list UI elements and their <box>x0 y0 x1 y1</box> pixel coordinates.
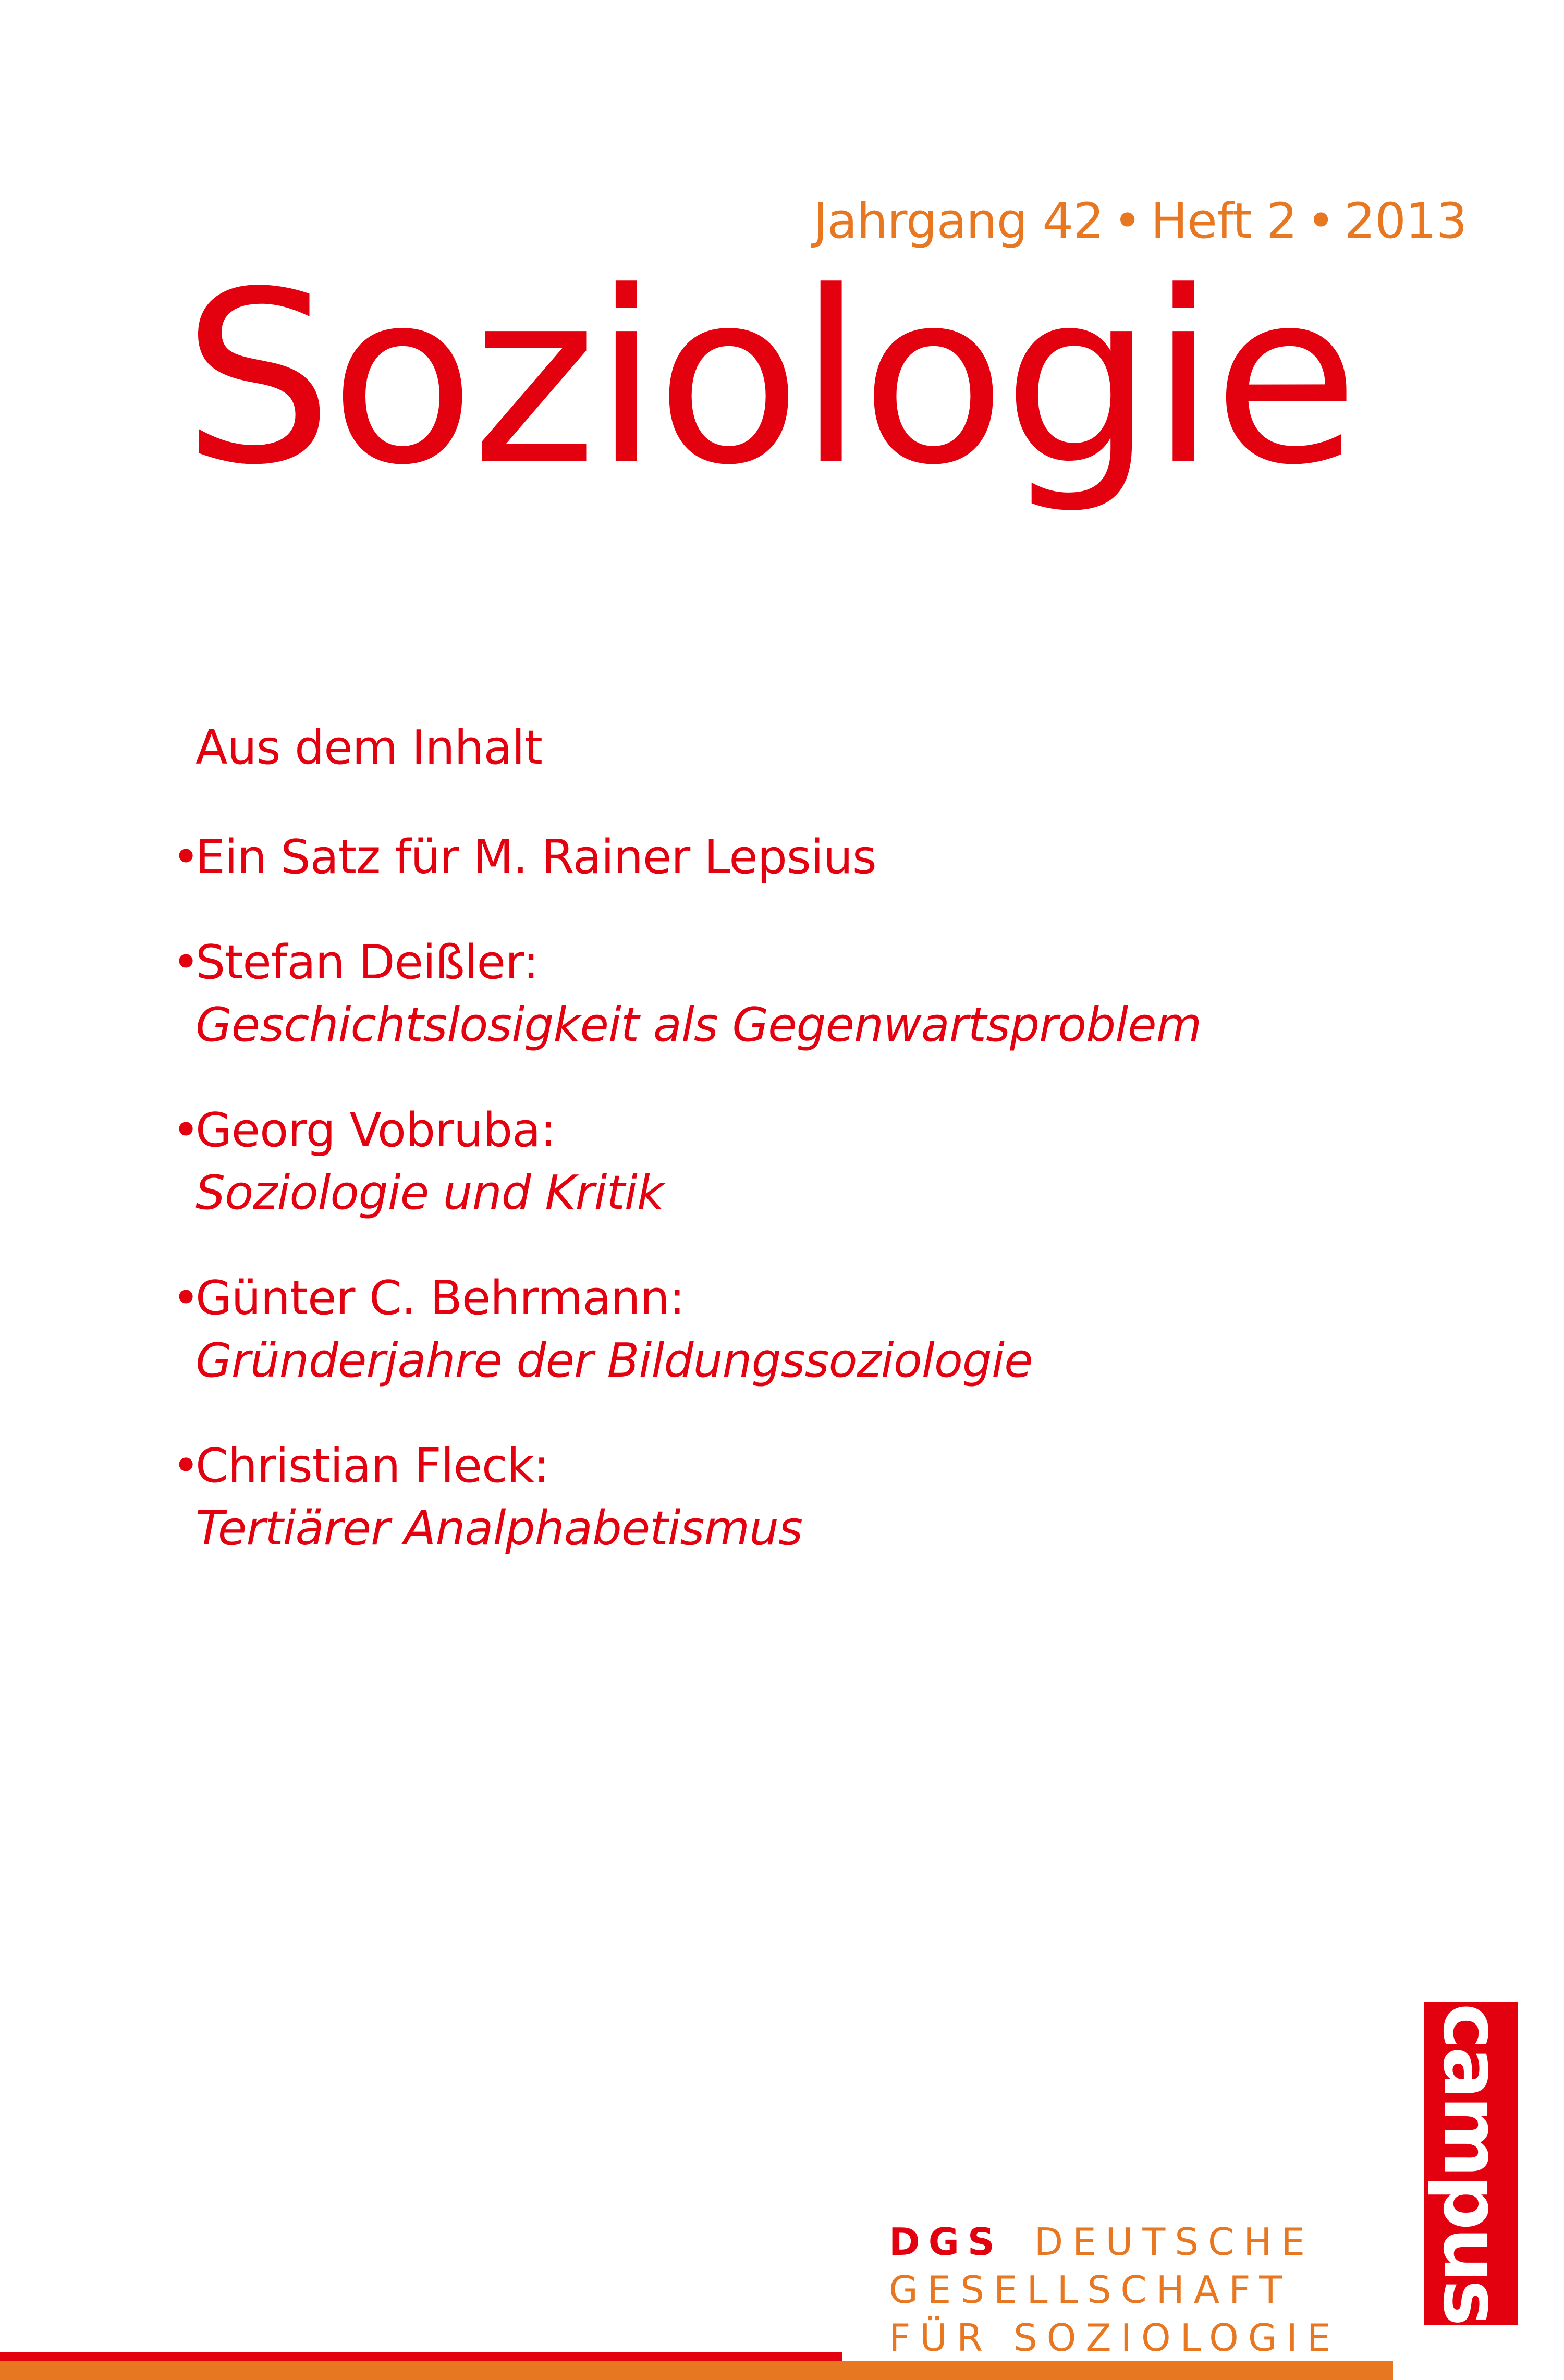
entry-author: Günter C. Behrmann: <box>196 1271 685 1326</box>
society-abbreviation: DGS <box>889 2220 1003 2264</box>
issue-year: 2013 <box>1344 193 1467 250</box>
red-rule <box>0 2352 842 2361</box>
volume-label: Jahrgang 42 <box>813 193 1104 250</box>
publisher-logo <box>1424 2002 1518 2325</box>
entry-title: Gründerjahre der Bildungssoziologie <box>196 1333 1033 1388</box>
society-line-3: FÜR SOZIOLOGIE <box>889 2316 1340 2360</box>
contents-entry <box>172 1099 1201 1224</box>
entry-author: Stefan Deißler: <box>196 935 539 990</box>
entry-title: Geschichtslosigkeit als Gegenwartsproblem <box>196 998 1202 1052</box>
issue-separator: • <box>1113 193 1142 250</box>
issue-number: Heft 2 <box>1151 193 1297 250</box>
bullet-icon: • <box>172 1103 200 1158</box>
entry-title: Tertiärer Analphabetismus <box>196 1501 803 1556</box>
contents-heading: Aus dem Inhalt <box>196 720 542 775</box>
entry-author: Ein Satz für M. Rainer Lepsius <box>196 830 876 885</box>
contents-entry <box>172 1267 1201 1392</box>
bullet-icon: • <box>172 830 200 885</box>
issue-separator: • <box>1306 193 1335 250</box>
bullet-icon: • <box>172 1271 200 1326</box>
publisher-name: campus <box>1426 2003 1517 2323</box>
table-of-contents <box>172 717 1202 1603</box>
entry-author: Georg Vobruba: <box>196 1103 556 1158</box>
entry-author: Christian Fleck: <box>196 1439 549 1493</box>
orange-rule <box>0 2361 1393 2380</box>
contents-entry <box>172 931 1202 1057</box>
society-line-1: DGS DEUTSCHE <box>889 2220 1314 2264</box>
society-line-2: GESELLSCHAFT <box>889 2268 1292 2312</box>
contents-entry <box>172 826 1201 889</box>
contents-entry <box>172 1435 1201 1560</box>
bullet-icon: • <box>172 935 200 990</box>
bullet-icon: • <box>172 1439 200 1493</box>
society-name <box>889 2218 1340 2362</box>
journal-title: Soziologie <box>182 241 1356 517</box>
entry-title: Soziologie und Kritik <box>196 1166 664 1220</box>
